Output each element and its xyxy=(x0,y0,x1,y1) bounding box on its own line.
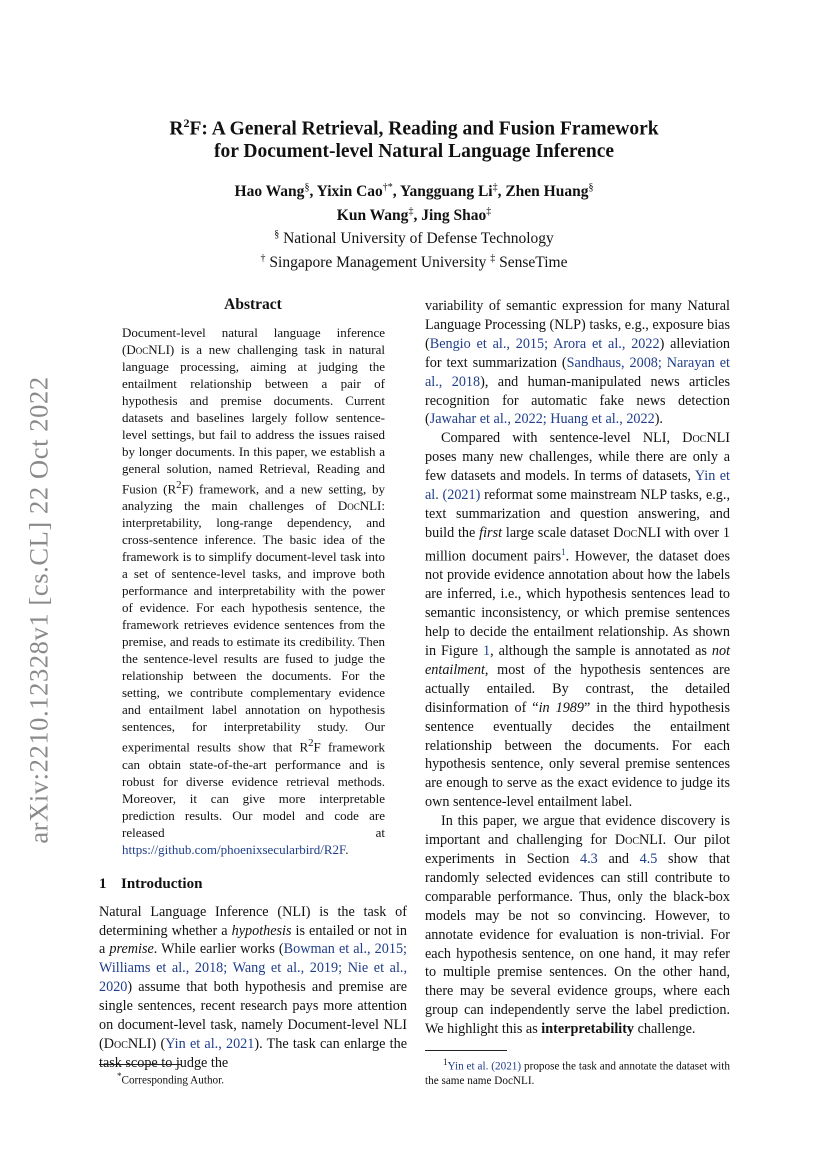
affiliation-2 xyxy=(100,249,728,273)
section-number: 1 xyxy=(99,875,107,892)
citation-link[interactable]: Bowman et al., 2015; Williams et al., 2018; Wang et al., 2019; Nie et al., 2020 xyxy=(99,941,407,996)
paper-title xyxy=(100,112,728,163)
code-repo-link[interactable]: https://github.com/phoenixsecularbird/R2F xyxy=(122,841,346,857)
title-superscript: 2 xyxy=(183,116,190,130)
author-names-line2: Kun Wang‡, Jing Shao‡ xyxy=(336,205,492,224)
body-text: Natural Language Inference (NLI) is the task of determining whether a xyxy=(99,903,407,939)
affil-mark: § xyxy=(304,182,310,193)
footnote-left xyxy=(99,1056,407,1088)
emphasis: first xyxy=(479,524,503,541)
affiliation-1 xyxy=(100,225,728,249)
arxiv-identifier xyxy=(24,365,54,855)
citation-link[interactable]: Yin et al. (2021) xyxy=(447,1060,522,1073)
abstract-text: . xyxy=(345,841,349,857)
author-name: Kun Wang xyxy=(336,206,409,224)
affiliation-name: SenseTime xyxy=(499,254,568,272)
body-text: reformat some mainstream NLP tasks, e.g., text summarization and question answering, and build the xyxy=(425,487,730,541)
right-paragraph-3 xyxy=(425,812,730,1039)
body-text: ). xyxy=(654,411,663,428)
arxiv-identifier-text: arXiv:2210.12328v1 [cs.CL] 22 Oct 2022 xyxy=(23,376,54,844)
footnote-right xyxy=(425,1042,730,1088)
citation-link[interactable]: Yin et al., 2021 xyxy=(165,1036,255,1052)
title-r: R xyxy=(169,118,184,140)
citation-link[interactable]: Yin et al. (2021) xyxy=(425,468,730,504)
section-ref-link[interactable]: 4.5 xyxy=(639,851,658,868)
body-text: ), and human-manipulated news articles recognition for automatic fake news detection ( xyxy=(425,373,731,428)
bold-term: interpretability xyxy=(541,1021,635,1038)
emphasis: in 1989 xyxy=(538,699,584,716)
body-text: In this paper, we argue that evidence discovery is important and challenging for xyxy=(425,813,730,849)
body-text: . While earlier works ( xyxy=(153,941,284,958)
right-paragraph-2 xyxy=(425,429,730,812)
body-text: ” in the third hypothesis sentence eventually decides the entailment relationship between the documents. For each hypothesis sentence, only several premise sentences are enough to serve as the exact evidence to judge its own sentence-level entailment label. xyxy=(425,699,731,811)
abstract-text: F framework can obtain state-of-the-art performance and is robust for diverse evidence retrieval methods. Moreover, it can give more interpretable prediction results. Our model and code are released at xyxy=(122,739,385,840)
section-ref-link[interactable]: 4.3 xyxy=(580,851,598,868)
docnli-term: DocNLI xyxy=(614,832,663,849)
citation-link[interactable]: Sandhaus, 2008; Narayan et al., 2018 xyxy=(425,354,730,390)
citation-link[interactable]: Jawahar et al., 2022; Huang et al., 2022 xyxy=(429,411,655,428)
footnote-rule xyxy=(99,1064,181,1065)
author-block xyxy=(100,178,728,273)
affil-mark: † xyxy=(260,252,266,264)
body-text: ) alleviation for text summarization ( xyxy=(425,335,731,371)
abstract-body xyxy=(122,324,385,858)
left-column xyxy=(99,296,407,1073)
abstract-text: F) framework, and a new setting, by analyzing the main challenges of xyxy=(122,481,386,514)
title-line1: F: A General Retrieval, Reading and Fusion Framework xyxy=(189,118,659,140)
section-title: Introduction xyxy=(121,875,203,892)
docnli-term: DocNLI xyxy=(126,342,170,357)
body-text: ) ( xyxy=(151,1036,166,1052)
abstract-text: Document-level natural language inference ( xyxy=(122,325,385,357)
body-text: poses many new challenges, while there are only a few datasets and models. In terms of datasets, xyxy=(425,449,730,485)
affil-mark: †* xyxy=(382,182,393,193)
emphasis: not entailment xyxy=(425,643,731,678)
docnli-term: DocNLI xyxy=(337,498,382,514)
intro-paragraph xyxy=(99,903,407,1073)
right-paragraph-1 xyxy=(425,297,730,429)
affil-mark: § xyxy=(274,229,280,241)
right-column xyxy=(425,297,730,1039)
affil-mark: ‡ xyxy=(492,182,498,193)
body-text: . However, the dataset does not provide evidence annotation about how the labels are inferred, i.e., which hypothesis sentences lead to semantic inconsistency, or which premise sentences help to decide the entailment relationship. As shown in Figure xyxy=(425,548,730,660)
body-text: large scale dataset xyxy=(502,524,614,541)
abstract-text: : interpretability, long-range dependency, and cross-sentence inference. The basic idea of the framework is to simplify document-level task into a set of sentence-level tasks, and improve both performance and interpretability with the power of evidence. For each hypothesis sentence, the framework retrieves evidence sentences from the premise, and reads to estimate its credibility. Then the sentence-level results are fused to judge the relationship between the documents. For the setting, we contribute complementary evidence and entailment label annotation on hypothesis sentences, for interpretability study. Our experimental results show that R xyxy=(122,498,385,755)
footnote-text xyxy=(425,1055,730,1088)
affil-mark: § xyxy=(588,182,594,193)
affiliation-name: National University of Defense Technology xyxy=(283,230,554,248)
superscript: 2 xyxy=(308,737,314,750)
body-text: Compared with sentence-level NLI, xyxy=(441,430,683,447)
body-text: with over 1 million document pairs xyxy=(425,524,731,565)
body-text: show that randomly selected evidences can still contribute to comparable performance. Thus, only the black-box models may be not so convincing. However, to annotate evidence for evaluation is non-trivial. For each hypothesis sentence, on one hand, it may refer to multiple premise sentences. On the other hand, there may be several evidence groups, where each group can independently serve the label prediction. We highlight this as xyxy=(425,851,730,1038)
body-text: and xyxy=(597,851,640,868)
author-name: Yangguang Li xyxy=(399,183,493,201)
author-name: Yixin Cao xyxy=(316,183,383,201)
title-line2: for Document-level Natural Language Inference xyxy=(213,140,615,162)
affil-mark: ‡ xyxy=(408,205,414,217)
section-heading-introduction xyxy=(99,876,407,893)
author-name: Hao Wang xyxy=(234,183,305,201)
abstract-heading: Abstract xyxy=(224,296,282,313)
body-text: . Our pilot experiments in Section xyxy=(425,832,730,868)
docnli-term: DocNLI xyxy=(613,524,661,541)
footnote-text xyxy=(99,1069,407,1088)
body-text: , although the sample is annotated as xyxy=(490,643,712,660)
affil-mark: ‡ xyxy=(486,205,492,217)
figure-ref-link[interactable]: 1 xyxy=(482,643,491,660)
author-name: Zhen Huang xyxy=(505,183,589,201)
body-text: challenge. xyxy=(634,1021,696,1038)
abstract-text: ) is a new challenging task in natural language processing, aiming at judging the entailment relationship between a pair of hypothesis and premise documents. Current datasets and baselines largely follow sentence-level settings, but fail to address the issues raised by longer documents. In this paper, we establish a general solution, named Retrieval, Reading and Fusion (R xyxy=(122,342,385,497)
author-names-line1: Hao Wang§, Yixin Cao†*, Yangguang Li‡, Zhen Huang§ xyxy=(234,182,594,201)
body-text: is entailed or not in a xyxy=(99,922,407,958)
author-name: Jing Shao xyxy=(421,206,487,224)
body-text: ). The task can enlarge the task scope to judge the xyxy=(99,1036,407,1071)
emphasis: premise xyxy=(109,941,154,958)
body-text: ) assume that both hypothesis and premise are single sentences, recent research pays more attention on document-level task, namely Document-level NLI ( xyxy=(99,979,407,1052)
docnli-term: DocNLI xyxy=(682,430,730,447)
citation-link[interactable]: Bengio et al., 2015; Arora et al., 2022 xyxy=(429,335,660,352)
affiliation-name: Singapore Management University xyxy=(269,254,487,272)
footnote-rule xyxy=(425,1050,507,1051)
body-text: variability of semantic expression for many Natural Language Processing (NLP) tasks, e.g., exposure bias ( xyxy=(425,298,730,352)
footnote-mark: * xyxy=(117,1071,122,1081)
footnote-body: Corresponding Author. xyxy=(121,1074,225,1087)
footnote-ref-link[interactable]: 1 xyxy=(561,546,566,557)
superscript: 2 xyxy=(176,479,182,491)
footnote-body: propose the task and annotate the dataset with the same name DocNLI. xyxy=(425,1060,730,1087)
emphasis: hypothesis xyxy=(231,922,292,939)
footnote-mark: 1 xyxy=(443,1057,448,1067)
affil-mark: ‡ xyxy=(490,252,496,264)
body-text: , most of the hypothesis sentences are actually entailed. By contrast, the detailed disinformation of “ xyxy=(425,661,730,716)
docnli-term: DocNLI xyxy=(103,1036,152,1052)
